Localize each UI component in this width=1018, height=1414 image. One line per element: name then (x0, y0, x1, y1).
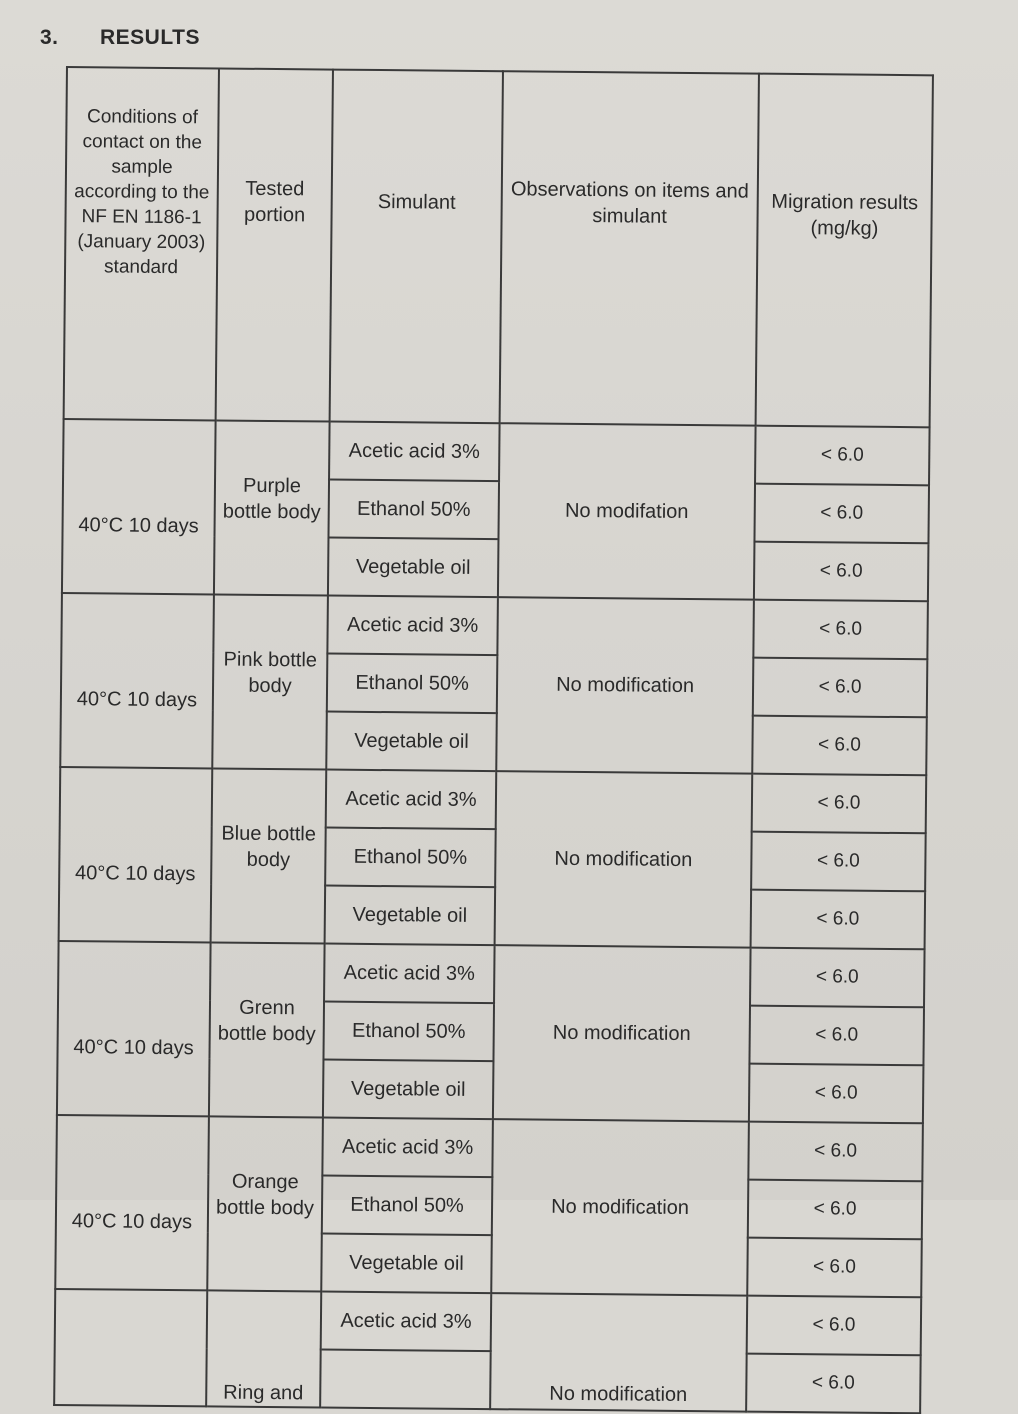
simulant-cell: Acetic acid 3% (327, 596, 498, 656)
header-conditions: Conditions of contact on the sample according to the NF EN 1186-1 (January 2003) standard (64, 67, 219, 420)
header-row (64, 67, 933, 427)
observation-cell: No modification (491, 1119, 749, 1295)
result-cell: < 6.0 (750, 948, 925, 1008)
simulant-cell: Ethanol 50% (327, 654, 498, 714)
simulant-cell: Acetic acid 3% (324, 944, 495, 1004)
simulant-cell: Vegetable oil (323, 1060, 494, 1120)
tested-portion-cell: Blue bottle body (211, 768, 327, 943)
table-row (61, 593, 928, 659)
table-row (55, 1289, 922, 1355)
tested-portion-cell: Purple bottle body (214, 420, 330, 595)
table-row (60, 767, 927, 833)
tested-portion-cell: Ring and (206, 1290, 321, 1407)
conditions-cell: 40°C 10 days (57, 941, 211, 1116)
header-simulant: Simulant (330, 70, 503, 424)
conditions-cell: 40°C 10 days (55, 1115, 209, 1290)
result-cell: < 6.0 (754, 484, 929, 544)
header-tested-portion: Tested portion (216, 68, 333, 421)
section-title: RESULTS (100, 26, 200, 49)
result-cell: < 6.0 (753, 600, 928, 660)
result-cell: < 6.0 (752, 774, 927, 834)
observation-cell: No modification (495, 771, 753, 947)
conditions-cell: 40°C 10 days (60, 593, 214, 768)
header-migration-results: Migration results (mg/kg) (756, 74, 933, 428)
simulant-cell: Acetic acid 3% (322, 1118, 493, 1178)
tested-portion-cell: Grenn bottle body (209, 942, 325, 1117)
observation-cell: No modification (496, 597, 754, 773)
table-row (58, 941, 925, 1007)
simulant-cell: Ethanol 50% (328, 480, 499, 540)
simulant-cell (320, 1350, 491, 1410)
conditions-cell (54, 1289, 207, 1406)
result-cell: < 6.0 (747, 1238, 922, 1298)
simulant-cell: Vegetable oil (326, 712, 497, 772)
result-cell: < 6.0 (749, 1006, 924, 1066)
observation-cell: No modifation (498, 423, 756, 599)
simulant-cell: Ethanol 50% (323, 1002, 494, 1062)
result-cell: < 6.0 (751, 832, 926, 892)
header-observations: Observations on items and simulant (500, 71, 759, 425)
simulant-cell: Acetic acid 3% (321, 1292, 492, 1352)
simulant-cell: Acetic acid 3% (329, 422, 500, 482)
conditions-cell: 40°C 10 days (62, 419, 216, 594)
result-cell: < 6.0 (748, 1180, 923, 1240)
result-cell: < 6.0 (755, 426, 930, 486)
section-heading (40, 26, 200, 50)
result-cell: < 6.0 (748, 1122, 923, 1182)
simulant-cell: Acetic acid 3% (326, 770, 497, 830)
observation-cell: No modification (490, 1293, 747, 1411)
simulant-cell: Vegetable oil (328, 538, 499, 598)
simulant-cell: Ethanol 50% (325, 828, 496, 888)
result-cell: < 6.0 (752, 716, 927, 776)
observation-cell: No modification (493, 945, 751, 1121)
table-row (63, 419, 930, 485)
result-cell: < 6.0 (754, 542, 929, 602)
results-table-wrapper (53, 66, 934, 1414)
result-cell: < 6.0 (749, 1064, 924, 1124)
simulant-cell: Vegetable oil (325, 886, 496, 946)
results-table (53, 66, 934, 1414)
simulant-cell: Vegetable oil (321, 1234, 492, 1294)
tested-portion-cell: Pink bottle body (212, 594, 328, 769)
table-row (56, 1115, 923, 1181)
conditions-cell: 40°C 10 days (59, 767, 213, 942)
result-cell: < 6.0 (747, 1296, 922, 1356)
section-number: 3. (40, 26, 59, 49)
result-cell: < 6.0 (753, 658, 928, 718)
result-cell: < 6.0 (746, 1354, 921, 1414)
tested-portion-cell: Orange bottle body (207, 1116, 323, 1291)
simulant-cell: Ethanol 50% (322, 1176, 493, 1236)
result-cell: < 6.0 (751, 890, 926, 950)
